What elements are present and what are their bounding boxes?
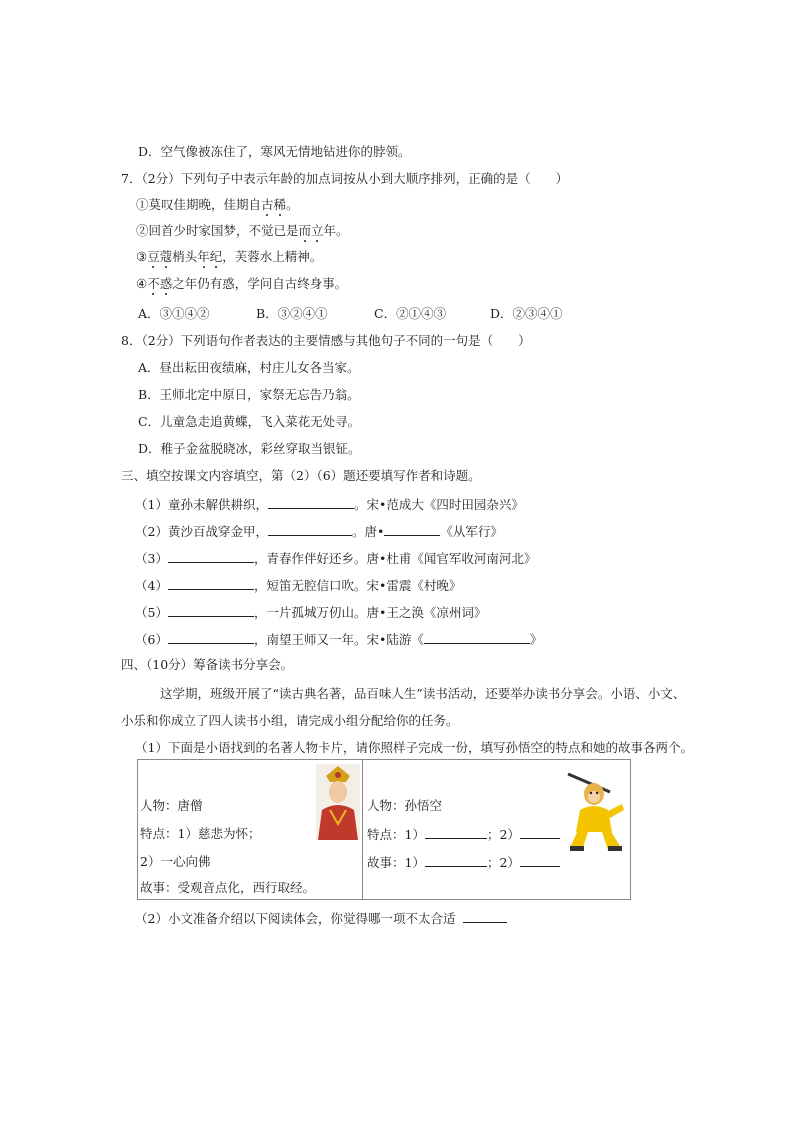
q7-stem: 7．（2分）下列句子中表示年龄的加点词按从小到大顺序排列，正确的是（ ）	[121, 171, 569, 186]
dotted-word: 豆蔻	[147, 248, 172, 266]
fill-item-1: （1）童孙未解供耕织， 。宋•范成大《四时田园杂兴》	[135, 494, 524, 514]
q7-option-c[interactable]: C．②①④③	[374, 306, 447, 321]
fill-item-4: （4） ，短笛无腔信口吹。宋•雷震《村晚》	[135, 575, 461, 595]
answer-blank[interactable]	[168, 602, 254, 617]
card-divider	[362, 760, 363, 899]
answer-blank[interactable]	[268, 494, 354, 509]
answer-blank[interactable]	[463, 908, 507, 923]
q7-sentence-2: ②回首少时家国梦，不觉已是而立 年。	[136, 222, 349, 240]
fill-item-2: （2）黄沙百战穿金甲， 。唐• 《从军行》	[135, 521, 503, 541]
section-4-paragraph-1: 这学期，班级开展了“读古典名著，品百味人生”读书活动，还要举办读书分享会。小语、小文、	[160, 686, 686, 701]
fill-item-5: （5） ，一片孤城万仞山。唐•王之涣《凉州词》	[135, 602, 486, 622]
card-tang-seng-person: 人物：唐僧	[140, 798, 203, 813]
dotted-word: 不惑	[147, 275, 172, 293]
answer-blank[interactable]	[520, 852, 560, 867]
fill-item-3: （3） ，青春作伴好还乡。唐•杜甫《闻官军收河南河北》	[135, 548, 536, 568]
fill-item-6: （6） ，南望王师又一年。宋•陆游《 》	[135, 629, 542, 649]
answer-blank[interactable]	[384, 521, 440, 536]
section-4-question-1: （1）下面是小语找到的名著人物卡片，请你照样子完成一份，填写孙悟空的特点和她的故事各两个。	[135, 740, 693, 755]
card-wukong-person: 人物：孙悟空	[367, 798, 443, 813]
q8-option-c[interactable]: C．儿童急走追黄蝶，飞入菜花无处寻。	[138, 414, 361, 429]
q7-sentence-1: ①莫叹佳期晚，佳期自古稀 。	[136, 196, 299, 214]
answer-blank[interactable]	[168, 629, 254, 644]
section-4-title: 四、（10分）筹备读书分享会。	[121, 657, 294, 672]
card-wukong-traits: 特点：1） ；2）	[367, 824, 560, 843]
section-3-title: 三、填空按课文内容填空，第（2）（6）题还要填写作者和诗题。	[121, 468, 481, 483]
q7-option-d[interactable]: D．②③④①	[490, 306, 563, 321]
character-card-table	[137, 759, 631, 900]
section-4-question-2: （2）小文准备介绍以下阅读体会，你觉得哪一项不太合适	[135, 908, 507, 928]
answer-blank[interactable]	[425, 824, 487, 839]
q7-line1-pre: ①莫叹佳期晚，佳期自	[136, 197, 262, 212]
card-tang-seng-story: 故事：受观音点化，西行取经。	[140, 880, 316, 895]
card-tang-seng-trait-1: 特点：1）慈悲为怀；	[140, 826, 261, 841]
answer-blank[interactable]	[424, 629, 530, 644]
answer-blank[interactable]	[425, 852, 487, 867]
answer-blank[interactable]	[168, 548, 254, 563]
section-4-paragraph-2: 小乐和你成立了四人读书小组，请完成小组分配给你的任务。	[121, 713, 459, 728]
q7-sentence-3: ③豆蔻 梢头年纪 ，芙蓉水上精神。	[136, 248, 322, 266]
q8-stem: 8．（2分）下列语句作者表达的主要情感与其他句子不同的一句是（ ）	[121, 333, 531, 348]
q7-option-a[interactable]: A．③①④②	[138, 306, 210, 321]
answer-blank[interactable]	[520, 824, 560, 839]
card-wukong-stories: 故事：1） ；2）	[367, 852, 560, 871]
q7-sentence-4: ④不惑 之年仍有惑，学问自古终身事。	[136, 275, 347, 293]
q8-option-d[interactable]: D．稚子金盆脱晓冰，彩丝穿取当银钲。	[138, 441, 361, 456]
q8-option-b[interactable]: B．王师北定中原日，家祭无忘告乃翁。	[138, 387, 360, 402]
tang-seng-portrait-icon	[316, 764, 360, 840]
dotted-word: 古稀	[261, 196, 286, 214]
dotted-word: 年纪	[197, 248, 222, 266]
answer-blank[interactable]	[268, 521, 352, 536]
q8-option-a[interactable]: A．昼出耘田夜绩麻，村庄儿女各当家。	[138, 360, 360, 375]
dotted-word: 而立	[299, 222, 324, 240]
q7-option-b[interactable]: B．③②④①	[256, 306, 328, 321]
sun-wukong-portrait-icon	[566, 766, 626, 852]
card-tang-seng-trait-2: 2）一心向佛	[140, 854, 211, 869]
q6-option-d: D．空气像被冻住了，寒风无情地钻进你的脖领。	[138, 144, 411, 159]
answer-blank[interactable]	[168, 575, 254, 590]
